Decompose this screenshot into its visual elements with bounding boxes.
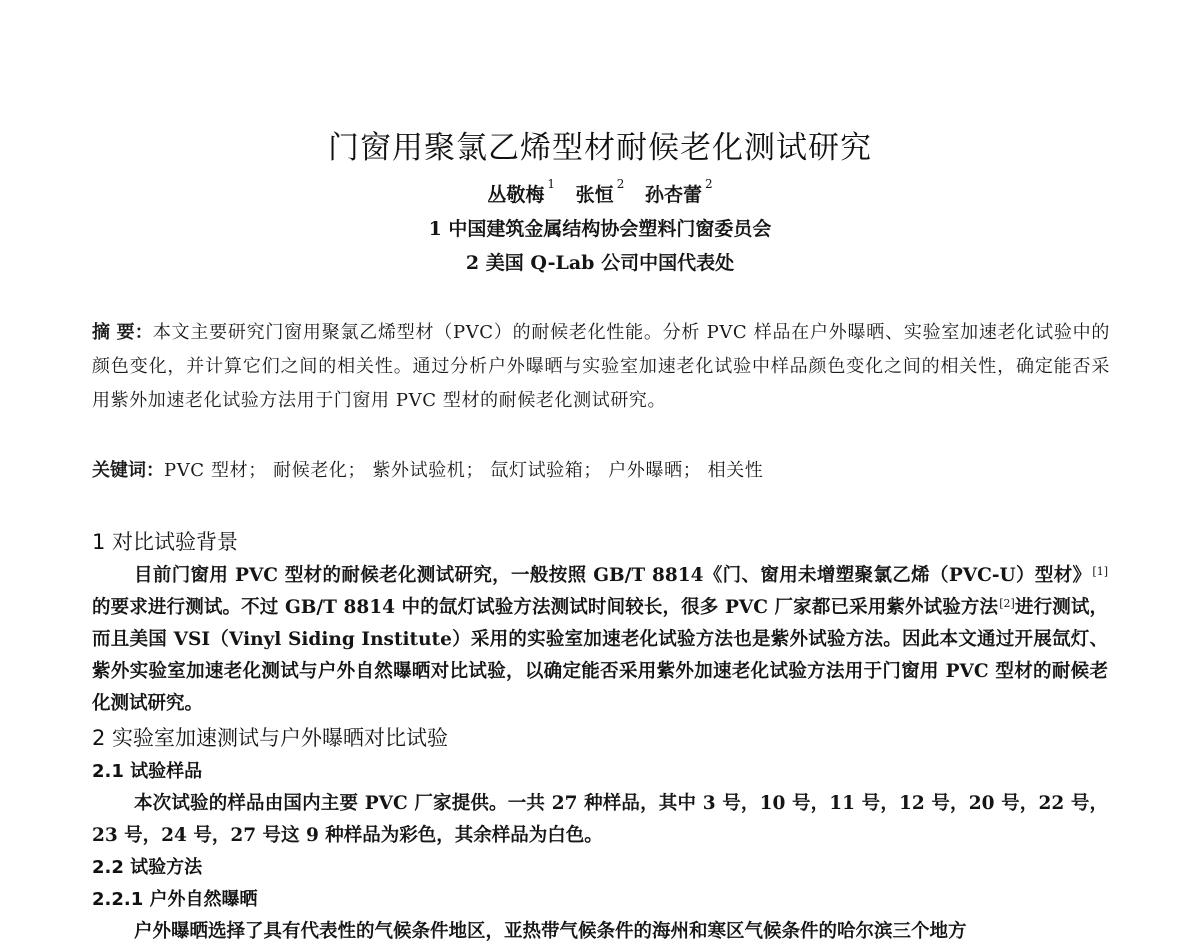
author: 丛敬梅 $^1$ (487, 177, 556, 206)
author: 张恒 $^2$ (575, 177, 625, 206)
body-text (92, 524, 1108, 942)
section-heading: 2 实验室加速测试与户外曝晒对比试验 (92, 726, 449, 750)
citation: [1] (1092, 565, 1108, 578)
subsection-heading: 2.1 试验样品 (92, 761, 203, 782)
abstract (92, 316, 1110, 418)
paper-title: 门窗用聚氯乙烯型材耐候老化测试研究 (328, 130, 872, 166)
keywords-text: PVC 型材； 耐候老化； 紫外试验机； 氙灯试验箱； 户外曝晒； 相关性 (164, 460, 764, 481)
subsection-heading: 2.2 试验方法 (92, 857, 203, 878)
paragraph-partial: 户外曝晒选择了具有代表性的气候条件地区，亚热带气候条件的海州和寒区气候条件的哈尔滨三个地方 (134, 921, 967, 942)
author-list (0, 177, 1200, 207)
abstract-label: 摘 要： (92, 322, 153, 343)
paragraph: 目前门窗用 PVC 型材的耐候老化测试研究，一般按照 GB/T 8814《门、窗用未增塑聚氯乙烯（PVC-U）型材》[1]的要求进行测试。不过 GB/T 8814 中的氙灯试验方法测试时间较长，很多 PVC 厂家都已采用紫外试验方法[2]进行测试，而且美国 VSI（Vinyl Siding Institute）采用的实验室加速老化试验方法也是紫外试验方法。因此本文通过开展氙灯、紫外实验室加速老化测试与户外自然曝晒对比试验，以确定能否采用紫外加速老化试验方法用于门窗用 PVC 型材的耐候老化测试研究。 (92, 565, 1108, 714)
subsubsection-heading: 2.2.1 户外自然曝晒 (92, 889, 258, 910)
paragraph: 本次试验的样品由国内主要 PVC 厂家提供。一共 27 种样品，其中 3 号，10 号，11 号，12 号，20 号，22 号，23 号，24 号，27 号这 9 种样品为彩色，其余样品为白色。 (92, 793, 1108, 846)
author: 孙杏蕾 $^2$ (644, 177, 713, 206)
affiliation: 1 中国建筑金属结构协会塑料门窗委员会 (428, 218, 772, 240)
citation: [2] (999, 597, 1015, 610)
keywords-label: 关键词： (92, 460, 164, 481)
section-heading: 1 对比试验背景 (92, 530, 239, 554)
abstract-text: 本文主要研究门窗用聚氯乙烯型材（PVC）的耐候老化性能。分析 PVC 样品在户外曝晒、实验室加速老化试验中的颜色变化，并计算它们之间的相关性。通过分析户外曝晒与实验室加速老化试验中样品颜色变化之间的相关性，确定能否采用紫外加速老化试验方法用于门窗用 PVC 型材的耐候老化测试研究。 (92, 322, 1110, 411)
keywords (92, 454, 1110, 488)
affiliation: 2 美国 Q-Lab 公司中国代表处 (465, 252, 735, 274)
